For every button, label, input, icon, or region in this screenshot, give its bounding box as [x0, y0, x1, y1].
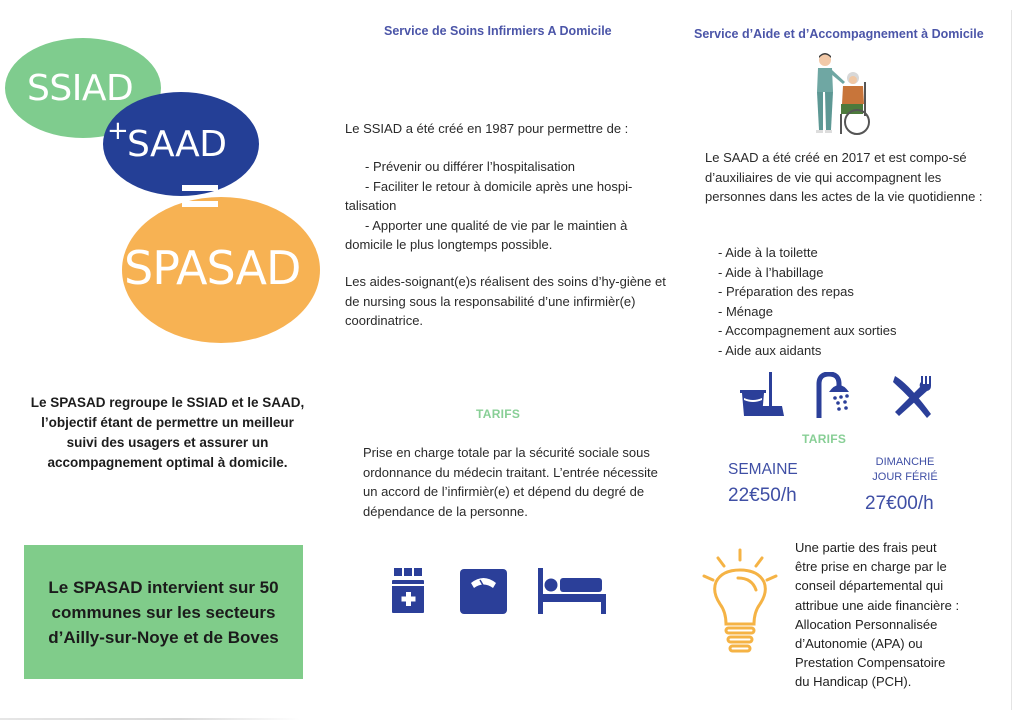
page-edge-vertical [1011, 10, 1012, 710]
ssiad-goal-item: - Apporter une qualité de vie par le maintien à domicile le plus longtemps possible. [345, 217, 628, 252]
logo-equals-bar-top [182, 185, 218, 191]
saad-service-item: - Aide à la toilette [718, 245, 818, 260]
page-edge-horizontal [0, 718, 300, 720]
aid-line: Une partie des frais peut [795, 540, 937, 555]
saad-section-title: Service d’Aide et d’Accompagnement à Domicile [694, 27, 984, 41]
ssiad-section-title: Service de Soins Infirmiers A Domicile [384, 24, 612, 38]
ssiad-tarifs-heading: TARIFS [476, 407, 521, 421]
bed-icon [538, 568, 606, 614]
ssiad-staff-text: Les aides-soignant(e)s réalisent des soins d’hy-giène et de nursing sous la responsabilité d’une infirmièr(e) coordinatrice. [345, 274, 666, 328]
saad-service-item: - Aide aux aidants [718, 342, 822, 358]
logo-saad-text: SAAD [127, 124, 227, 165]
saad-intro: Le SAAD a été créé en 2017 et est compo-sé d’auxiliaires de vie qui accompagnent les personnes dans les actes de la vie quotidienne : [705, 150, 983, 204]
aid-line: d’Autonomie (APA) ou [795, 636, 923, 652]
summary-line: suivi des usagers et assurer un [66, 435, 269, 450]
saad-service-item: - Préparation des repas [718, 284, 854, 299]
logo-plus-sign: + [107, 116, 129, 146]
aid-line: Allocation Personnalisée [795, 616, 938, 632]
ssiad-goal-item: - Prévenir ou différer l’hospitalisation [365, 159, 576, 174]
logo-equals-bar-bottom [182, 201, 218, 207]
weekday-label: SEMAINE [728, 461, 798, 478]
ssiad-tarifs-text: Prise en charge totale par la sécurité sociale sous ordonnance du médecin traitant. L’entrée nécessite un accord de l’infirmièr(e) et dépend du degré de dépendance de la personne. [363, 445, 658, 519]
ssiad-intro: Le SSIAD a été créé en 1987 pour permettre de : [345, 121, 629, 136]
coverage-box [24, 545, 303, 679]
weighing-scale-icon [460, 569, 507, 614]
summary-line: accompagnement optimal à domicile. [47, 455, 288, 470]
aid-line: être prise en charge par le [795, 559, 947, 575]
summary-line: l’objectif étant de permettre un meilleur [41, 415, 294, 430]
aid-line: conseil départemental qui [795, 578, 944, 594]
aid-line: attribue une aide financière : [795, 597, 960, 613]
summary-line: Le SPASAD regroupe le SSIAD et le SAAD, [30, 395, 305, 410]
saad-service-item: - Aide à l’habillage [718, 264, 824, 280]
coverage-line: communes sur les secteurs [51, 602, 276, 622]
spasad-summary [15, 393, 320, 473]
logo-spasad-text: SPASAD [124, 241, 301, 295]
aid-line: Prestation Compensatoire [795, 655, 946, 671]
ssiad-goal-item: - Faciliter le retour à domicile après une hospi-talisation [345, 178, 633, 213]
saad-tarifs-heading: TARIFS [802, 432, 847, 446]
ssiad-goals-list [345, 157, 675, 255]
shower-icon [815, 372, 859, 418]
sunday-label-line: DIMANCHE [875, 456, 935, 468]
medicine-bottle-icon [392, 568, 424, 613]
weekday-price: 22€50/h [728, 485, 797, 506]
financial-aid-text [795, 538, 995, 692]
saad-service-item: - Ménage [718, 303, 773, 319]
aid-line: du Handicap (PCH). [795, 674, 912, 690]
knife-fork-icon [891, 374, 937, 418]
coverage-line: Le SPASAD intervient sur 50 [48, 577, 279, 597]
sunday-holiday-price: 27€00/h [865, 493, 934, 514]
lightbulb-icon [700, 548, 780, 658]
sunday-holiday-label [867, 455, 943, 485]
coverage-text [48, 575, 279, 650]
saad-service-item: - Accompagnement aux sorties [718, 323, 897, 338]
saad-services-list [718, 243, 998, 360]
coverage-line: d’Ailly-sur-Noye et de Boves [48, 627, 279, 647]
logo-ssiad-text: SSIAD [27, 68, 134, 109]
holiday-label-line: JOUR FÉRIÉ [872, 471, 938, 483]
caregiver-wheelchair-illustration [811, 52, 873, 140]
cleaning-bucket-mop-icon [738, 372, 784, 418]
